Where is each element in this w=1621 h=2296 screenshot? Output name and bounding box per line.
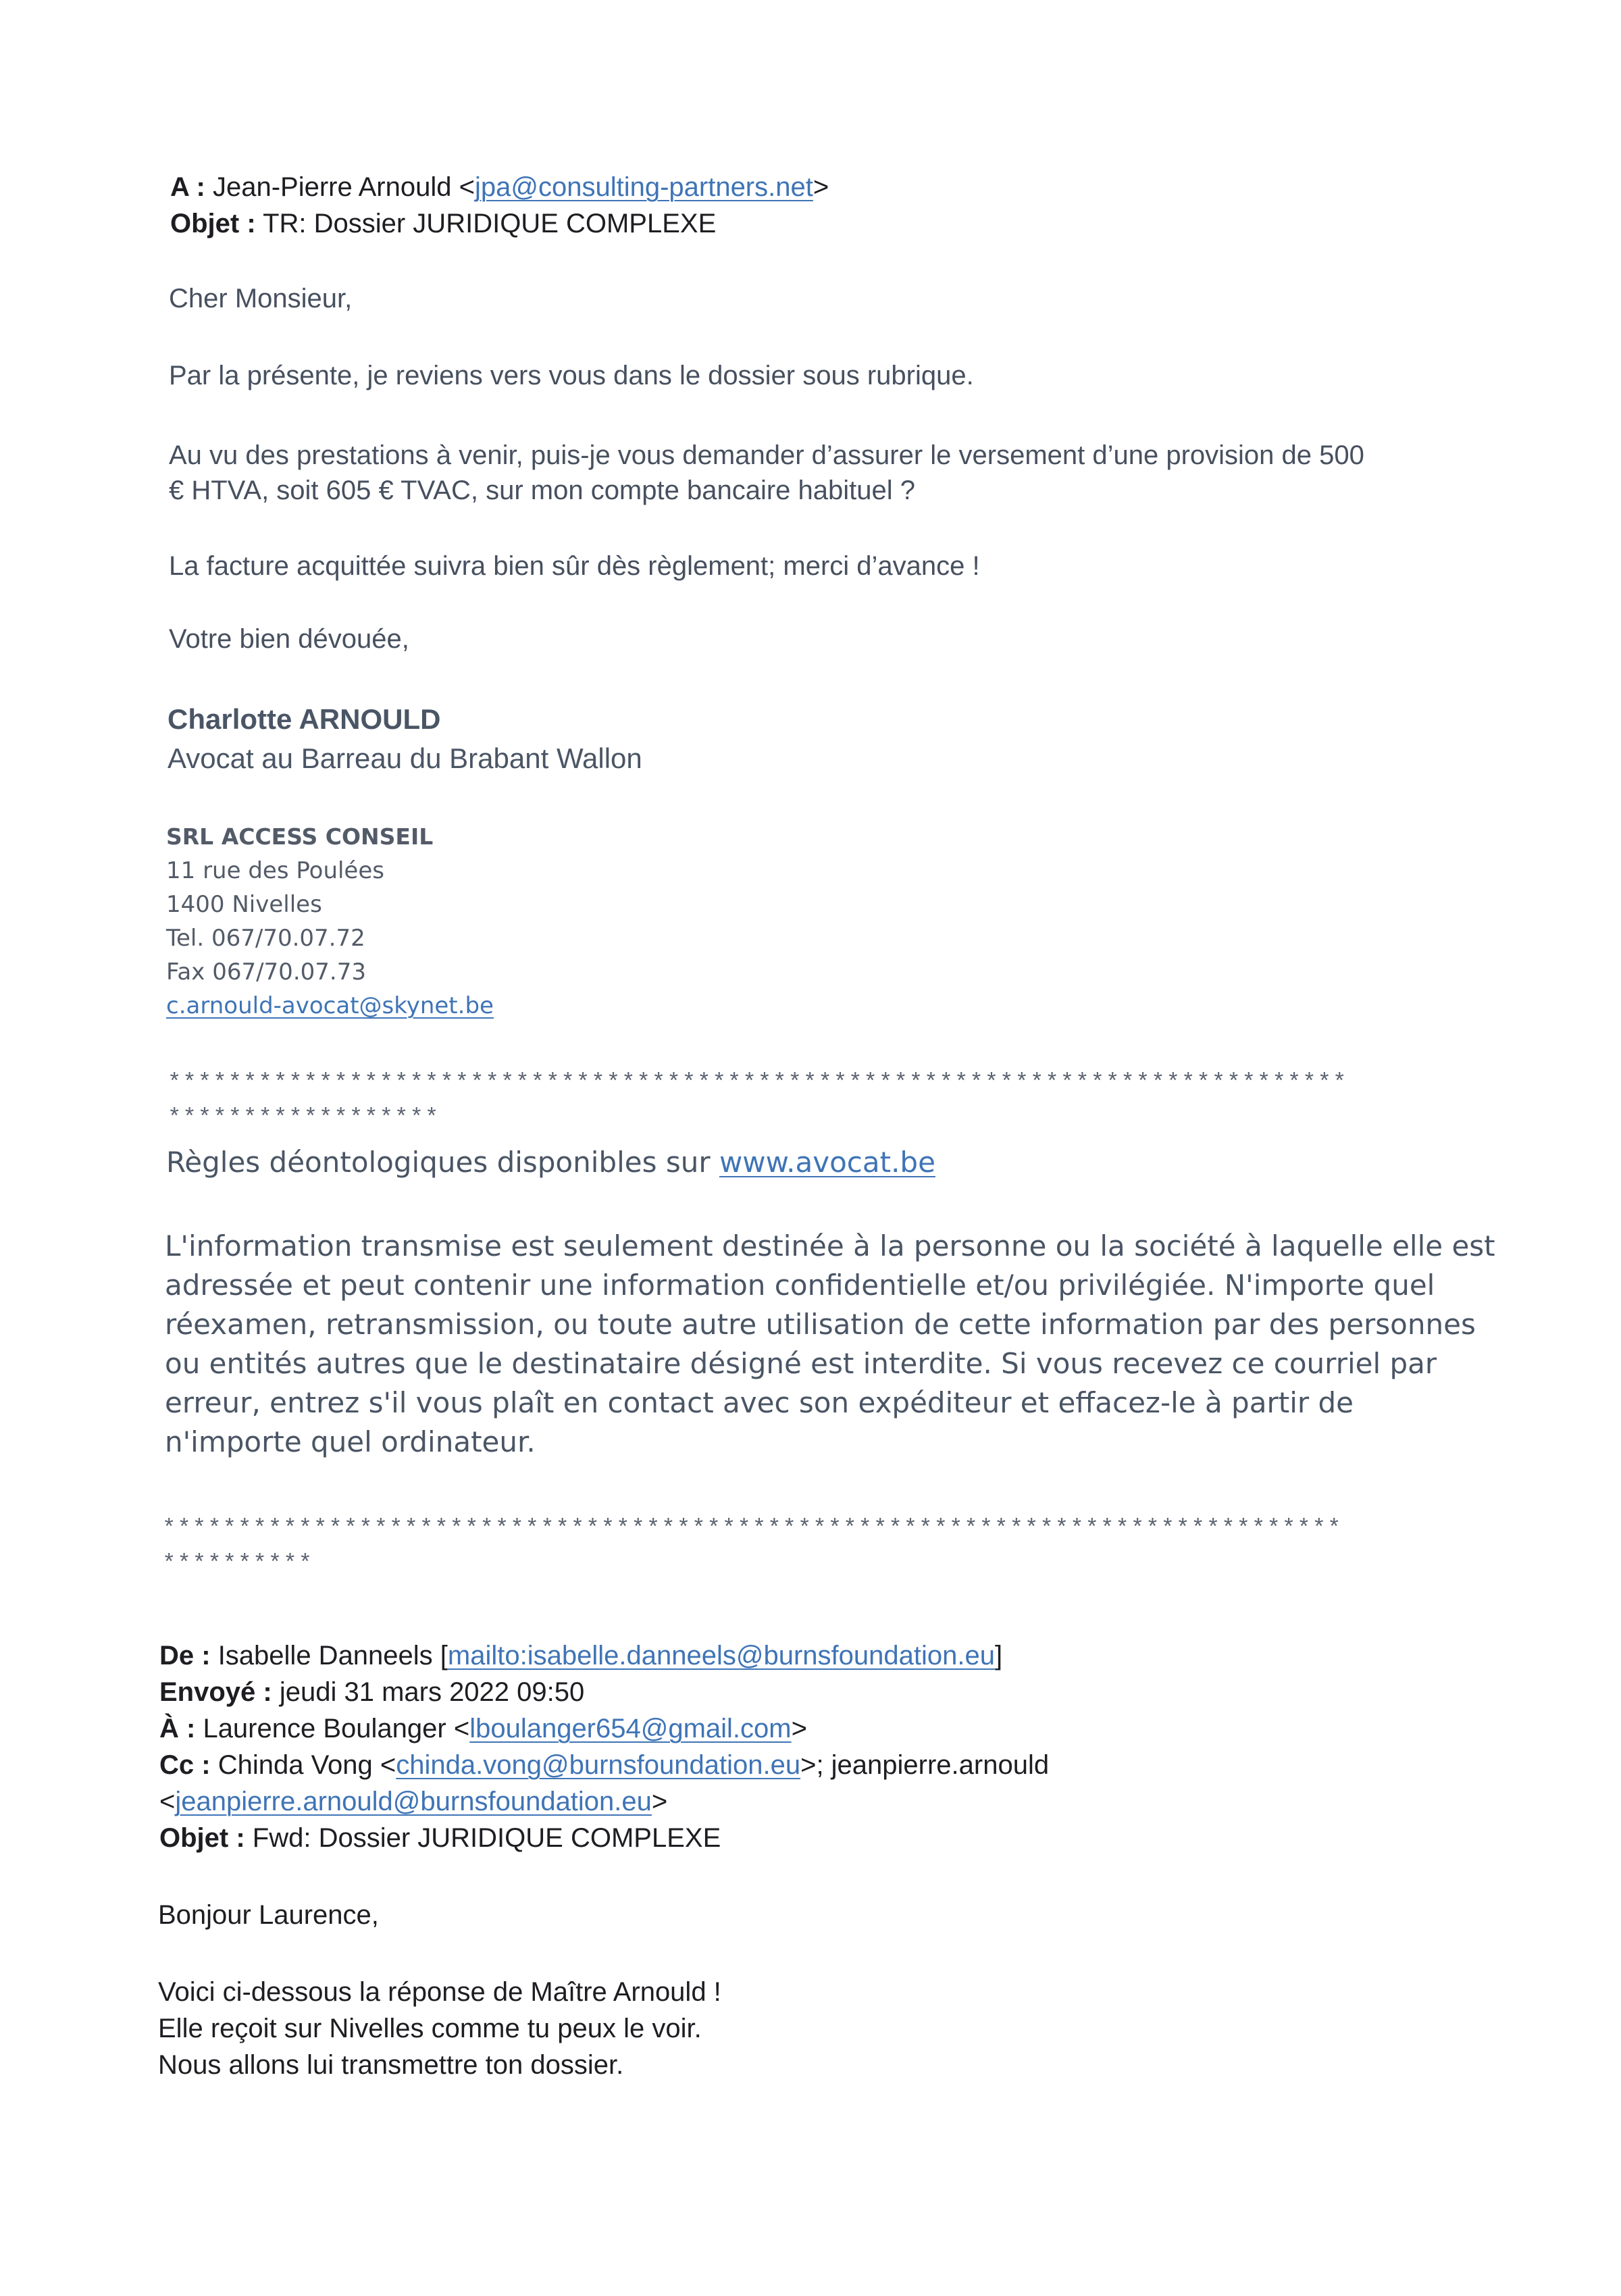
from-close: ] — [994, 1641, 1003, 1670]
closing — [169, 621, 409, 657]
stars-line-3: ****************************************************************************** — [162, 1516, 1343, 1542]
cc-label: Cc : — [159, 1750, 211, 1780]
fwd-subject-row — [159, 1820, 1049, 1856]
stars-line-4: ********** — [162, 1552, 314, 1577]
subject-label: Objet : — [170, 209, 256, 238]
separator-stars-1 — [168, 1066, 1347, 1136]
avocat-link[interactable]: www.avocat.be — [719, 1146, 935, 1179]
from-row — [159, 1637, 1049, 1674]
email-header — [170, 169, 829, 242]
fwd-to-close: > — [791, 1714, 807, 1743]
firm-details — [166, 820, 494, 1023]
firm-fax: Fax 067/70.07.73 — [166, 959, 366, 986]
notice-line-3: réexamen, retransmission, ou toute autre utilisation de cette information par des personnes — [165, 1308, 1476, 1341]
fwd-body-line-1: Voici ci-dessous la réponse de Maître Arnould ! — [158, 1977, 721, 2007]
cc-mid: >; jeanpierre.arnould — [800, 1750, 1050, 1780]
from-label: De : — [159, 1641, 211, 1670]
cc-row-cont — [159, 1783, 1049, 1820]
stars-line-1: ****************************************************************************** — [168, 1071, 1348, 1096]
fwd-to-label: À : — [159, 1714, 196, 1743]
paragraph-2-line-1: Au vu des prestations à venir, puis-je vous demander d’assurer le versement d’une provision de 500 — [169, 440, 1364, 470]
paragraph-3-text: La facture acquittée suivra bien sûr dès règlement; merci d’avance ! — [169, 551, 980, 581]
separator-stars-2 — [162, 1512, 1342, 1582]
paragraph-2-line-2: € HTVA, soit 605 € TVAC, sur mon compte bancaire habituel ? — [169, 476, 915, 505]
firm-tel: Tel. 067/70.07.72 — [166, 925, 365, 952]
firm-email-link[interactable]: c.arnould-avocat@skynet.be — [166, 992, 494, 1019]
notice-line-6: n'importe quel ordinateur. — [165, 1425, 536, 1458]
cc-email-link-1[interactable]: chinda.vong@burnsfoundation.eu — [396, 1750, 801, 1780]
to-close: > — [813, 172, 829, 202]
stars-line-2: ****************** — [168, 1106, 440, 1131]
firm-street: 11 rue des Poulées — [166, 857, 384, 884]
cc-close-2: > — [651, 1787, 668, 1816]
signature — [168, 700, 642, 778]
signature-name: Charlotte ARNOULD — [168, 703, 441, 735]
fwd-to-row — [159, 1710, 1049, 1747]
fwd-greeting-text: Bonjour Laurence, — [158, 1900, 379, 1930]
paragraph-3 — [169, 549, 980, 584]
closing-text: Votre bien dévouée, — [169, 624, 409, 654]
from-value: Isabelle Danneels [ — [210, 1641, 448, 1670]
fwd-subject-label: Objet : — [159, 1823, 245, 1853]
from-mailto-link[interactable]: mailto:isabelle.danneels@burnsfoundation.eu — [447, 1641, 995, 1670]
notice-line-4: ou entités autres que le destinataire désigné est interdite. Si vous recevez ce courriel par — [165, 1347, 1437, 1380]
sent-row — [159, 1674, 1049, 1710]
message-body — [169, 281, 352, 316]
subject-row — [170, 205, 829, 242]
confidentiality-notice — [165, 1227, 1495, 1462]
firm-city: 1400 Nivelles — [166, 891, 322, 918]
paragraph-1-text: Par la présente, je reviens vers vous dans le dossier sous rubrique. — [169, 361, 974, 390]
forwarded-greeting — [158, 1897, 379, 1933]
to-value: Jean-Pierre Arnould < — [205, 172, 475, 202]
forwarded-header — [159, 1637, 1049, 1856]
fwd-to-value: Laurence Boulanger < — [195, 1714, 470, 1743]
paragraph-2 — [169, 438, 1364, 508]
notice-line-5: erreur, entrez s'il vous plaît en contact avec son expéditeur et effacez-le à partir de — [165, 1386, 1354, 1419]
cc-row — [159, 1747, 1049, 1783]
fwd-body-line-2: Elle reçoit sur Nivelles comme tu peux le voir. — [158, 2014, 702, 2043]
sent-value: jeudi 31 mars 2022 09:50 — [272, 1677, 585, 1707]
sent-label: Envoyé : — [159, 1677, 272, 1707]
to-email-link[interactable]: jpa@consulting-partners.net — [474, 172, 813, 202]
cc-email-link-2[interactable]: jeanpierre.arnould@burnsfoundation.eu — [175, 1787, 652, 1816]
fwd-to-email-link[interactable]: lboulanger654@gmail.com — [469, 1714, 792, 1743]
notice-line-2: adressée et peut contenir une information confidentielle et/ou privilégiée. N'importe quel — [165, 1269, 1435, 1302]
cc-open-2: < — [159, 1787, 176, 1816]
paragraph-1 — [169, 358, 974, 393]
cc-value: Chinda Vong < — [210, 1750, 396, 1780]
forwarded-body — [158, 1974, 721, 2083]
rules-line — [166, 1143, 935, 1182]
fwd-subject-value: Fwd: Dossier JURIDIQUE COMPLEXE — [245, 1823, 721, 1853]
greeting: Cher Monsieur, — [169, 284, 353, 313]
notice-line-1: L'information transmise est seulement destinée à la personne ou la société à laquelle elle est — [165, 1229, 1495, 1262]
firm-name: SRL ACCESS CONSEIL — [166, 823, 434, 850]
signature-title: Avocat au Barreau du Brabant Wallon — [168, 742, 642, 774]
fwd-body-line-3: Nous allons lui transmettre ton dossier. — [158, 2050, 624, 2080]
to-label: A : — [170, 172, 205, 202]
rules-text: Règles déontologiques disponibles sur — [166, 1146, 719, 1179]
to-row — [170, 169, 829, 205]
subject-value: TR: Dossier JURIDIQUE COMPLEXE — [255, 209, 717, 238]
